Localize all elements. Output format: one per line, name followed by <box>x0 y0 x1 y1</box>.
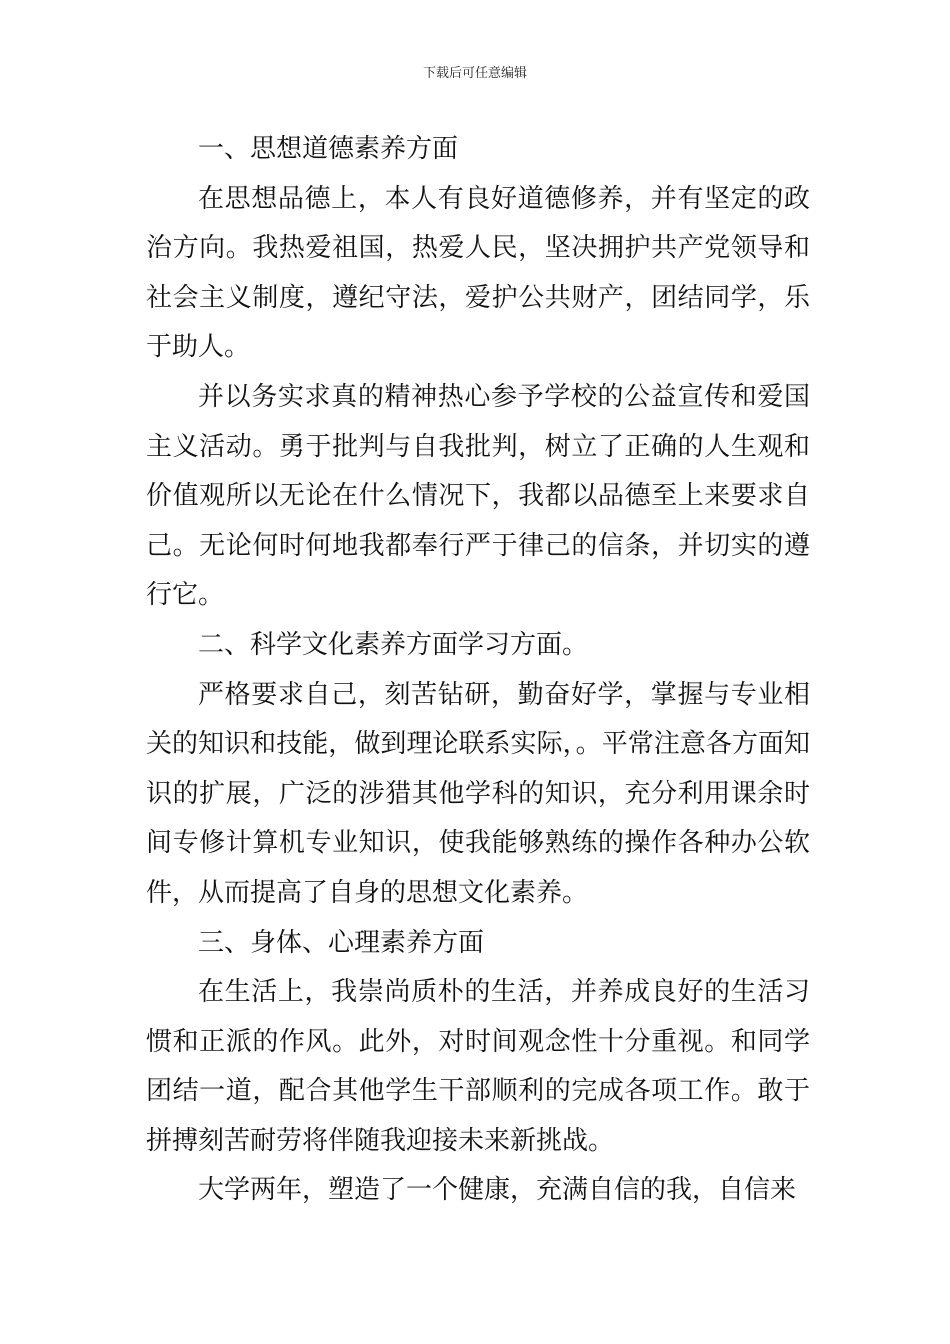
paragraph: 在生活上，我崇尚质朴的生活，并养成良好的生活习惯和正派的作风。此外，对时间观念性十分重视。和同学团结一道，配合其他学生干部顺利的完成各项工作。敢于拼搏刻苦耐劳将伴随我迎接未来新挑战。 <box>146 977 810 1156</box>
paragraph: 并以务实求真的精神热心参予学校的公益宣传和爱国主义活动。勇于批判与自我批判，树立了正确的人生观和价值观所以无论在什么情况下，我都以品德至上来要求自己。无论何时何地我都奉行严于律己的信条，并切实的遵行它。 <box>146 381 810 611</box>
section-heading-3: 三、身体、心理素养方面 <box>198 927 485 958</box>
section-heading-2: 二、科学文化素养方面学习方面。 <box>198 629 589 660</box>
paragraph: 在思想品德上，本人有良好道德修养，并有坚定的政治方向。我热爱祖国，热爱人民，坚决拥护共产党领导和社会主义制度，遵纪守法，爱护公共财产，团结同学，乐于助人。 <box>146 183 810 363</box>
page-header: 下载后可任意编辑 <box>422 66 527 81</box>
section-heading-1: 一、思想道德素养方面 <box>198 134 459 164</box>
document-body <box>146 125 810 1216</box>
paragraph: 严格要求自己，刻苦钻研，勤奋好学，掌握与专业相关的知识和技能，做到理论联系实际，。平常注意各方面知识的扩展，广泛的涉猎其他学科的知识，充分利用课余时间专修计算机专业知识，使我能够熟练的操作各种办公软件，从而提高了自身的思想文化素养。 <box>146 679 810 908</box>
paragraph: 大学两年，塑造了一个健康，充满自信的我，自信来 <box>198 1175 797 1206</box>
